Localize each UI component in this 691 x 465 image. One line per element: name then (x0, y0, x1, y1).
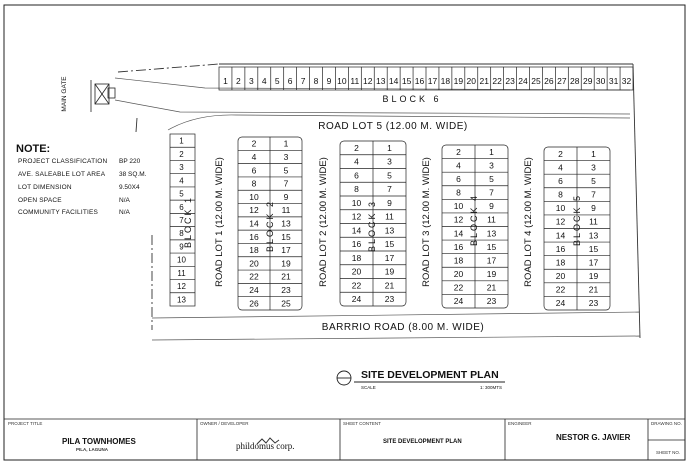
lot-number: 10 (337, 76, 347, 86)
lot-number: 3 (283, 151, 289, 162)
sheet-content-label: SHEET CONTENT (343, 421, 381, 426)
lot-number: 12 (453, 214, 464, 225)
lot-number: 8 (313, 76, 319, 86)
lot-number: 1 (223, 76, 228, 86)
lot-number: 18 (351, 252, 362, 263)
owner-logo-icon (256, 432, 280, 440)
lot-number: 23 (281, 285, 291, 296)
note-value-classification: BP 220 (119, 158, 141, 165)
block-4-label: BLOCK 4 (469, 193, 479, 247)
lot-number: 22 (249, 271, 259, 282)
note-title: NOTE: (16, 143, 51, 155)
lot-number: 5 (387, 170, 392, 181)
lot-number: 25 (531, 76, 541, 86)
lot-number: 4 (456, 160, 461, 171)
lot-number: 10 (351, 197, 362, 208)
lot-number: 1 (591, 148, 596, 159)
lot-number: 29 (582, 76, 593, 86)
lot-number: 9 (489, 201, 494, 212)
owner-name: phildomus corp. (236, 441, 295, 451)
lot-number: 23 (588, 298, 599, 309)
lot-number: 18 (555, 257, 566, 268)
lot-number: 20 (453, 269, 464, 280)
lot-number: 11 (350, 76, 360, 86)
lot-number: 7 (591, 189, 596, 200)
lot-number: 7 (300, 76, 306, 86)
lot-number: 5 (274, 76, 280, 86)
lot-number: 7 (283, 178, 289, 189)
lot-number: 15 (281, 231, 291, 242)
lot-number: 6 (456, 173, 461, 184)
scale-label: SCALE (361, 385, 376, 390)
project-title: PILA TOWNHOMES (62, 437, 136, 446)
lot-number: 8 (456, 187, 461, 198)
lot-number: 1 (283, 138, 289, 149)
lot-number: 21 (281, 271, 291, 282)
project-title-label: PROJECT TITLE (8, 421, 43, 426)
lot-number: 17 (588, 257, 599, 268)
note-value-open-space: N/A (119, 197, 130, 204)
main-gate (91, 80, 115, 112)
lot-number: 21 (384, 280, 395, 291)
barrio-road-label: BARRRIO ROAD (8.00 M. WIDE) (321, 322, 485, 333)
lot-number: 16 (453, 241, 464, 252)
lot-number: 6 (558, 175, 563, 186)
lot-number: 16 (351, 239, 362, 250)
lot-number: 8 (558, 189, 563, 200)
lot-number: 24 (453, 296, 464, 307)
lot-number: 4 (251, 151, 257, 162)
lot-number: 19 (486, 269, 497, 280)
note-value-community: N/A (119, 209, 130, 216)
road-lot-4-label: ROAD LOT 4 (12.00 M. WIDE) (523, 157, 534, 287)
lot-number: 11 (385, 211, 394, 222)
lot-number: 11 (177, 268, 186, 278)
lot-number: 21 (588, 284, 599, 295)
lot-number: 10 (177, 255, 186, 265)
lot-number: 4 (354, 156, 359, 167)
block-1-label: BLOCK 1 (183, 195, 193, 249)
sheet-no-label: SHEET NO. (656, 450, 681, 455)
lot-number: 4 (179, 176, 184, 186)
lot-number: 14 (555, 230, 566, 241)
lot-number: 17 (281, 245, 291, 256)
lot-number: 16 (414, 76, 425, 86)
lot-number: 10 (249, 191, 259, 202)
lot-number: 2 (354, 142, 359, 153)
lot-number: 23 (505, 76, 515, 86)
lot-number: 9 (591, 203, 596, 214)
lot-number: 2 (558, 148, 563, 159)
road-lot-1-label: ROAD LOT 1 (12.00 M. WIDE) (214, 157, 225, 287)
note-value-lot-area: 38 SQ.M. (119, 171, 147, 178)
lot-number: 17 (384, 252, 395, 263)
lot-number: 6 (354, 170, 359, 181)
lot-number: 1 (387, 142, 392, 153)
lot-number: 24 (351, 294, 362, 305)
lot-number: 5 (591, 175, 596, 186)
lot-number: 15 (486, 241, 497, 252)
lot-number: 8 (251, 178, 257, 189)
lot-number: 6 (251, 165, 257, 176)
lot-number: 11 (281, 205, 291, 216)
lot-number: 9 (283, 191, 289, 202)
block-6 (219, 67, 633, 90)
lot-number: 4 (558, 162, 563, 173)
lot-number: 1 (489, 146, 494, 157)
lot-number: 26 (544, 76, 554, 86)
lot-number: 12 (249, 205, 259, 216)
lot-number: 7 (387, 184, 392, 195)
lot-number: 16 (555, 243, 566, 254)
lot-number: 9 (387, 197, 392, 208)
main-gate-label: MAIN GATE (61, 76, 68, 112)
lot-number: 8 (179, 229, 184, 239)
project-location: PILA, LAGUNA (76, 447, 108, 452)
lot-number: 18 (453, 255, 464, 266)
engineer-label: ENGINEER (508, 421, 532, 426)
lot-number: 23 (486, 296, 497, 307)
lot-number: 21 (486, 282, 497, 293)
lot-number: 30 (595, 76, 606, 86)
lot-number: 2 (251, 138, 257, 149)
lot-number: 13 (281, 218, 291, 229)
lot-number: 13 (177, 295, 186, 305)
note-label-lot-area: AVE. SALEABLE LOT AREA (18, 171, 106, 178)
lot-number: 18 (440, 76, 451, 86)
lot-number: 20 (466, 76, 477, 86)
lot-number: 10 (453, 201, 464, 212)
lot-number: 20 (249, 258, 259, 269)
note-label-classification: PROJECT CLASSIFICATION (18, 158, 108, 165)
lot-number: 3 (179, 163, 184, 173)
lot-number: 19 (384, 266, 395, 277)
note-label-community: COMMUNITY FACILITIES (18, 209, 99, 216)
note-value-lot-dimension: 9.50X4 (119, 184, 140, 191)
lot-number: 2 (179, 149, 184, 159)
lot-number: 19 (281, 258, 291, 269)
lot-number: 13 (486, 228, 497, 239)
note-label-lot-dimension: LOT DIMENSION (18, 184, 72, 191)
drawing-no-label: DRAWING NO. (651, 421, 682, 426)
lot-number: 4 (261, 76, 267, 86)
lot-number: 7 (489, 187, 494, 198)
lot-number: 11 (487, 214, 496, 225)
lot-number: 9 (326, 76, 332, 86)
lot-number: 15 (401, 76, 412, 86)
note-label-open-space: OPEN SPACE (18, 197, 62, 204)
lot-number: 7 (179, 216, 184, 225)
lot-number: 10 (555, 203, 566, 214)
road-lot-5-label: ROAD LOT 5 (12.00 M. WIDE) (318, 121, 468, 132)
lot-number: 13 (375, 76, 386, 86)
lot-number: 24 (555, 298, 566, 309)
lot-number: 14 (249, 218, 259, 229)
lot-number: 20 (351, 266, 362, 277)
lot-number: 24 (249, 285, 259, 296)
lot-number: 12 (177, 282, 186, 292)
lot-number: 12 (363, 76, 373, 86)
engineer-name: NESTOR G. JAVIER (556, 433, 631, 442)
lot-number: 11 (589, 216, 598, 227)
lot-number: 22 (492, 76, 502, 86)
lot-number: 6 (287, 76, 293, 86)
lot-number: 3 (387, 156, 392, 167)
lot-number: 19 (453, 76, 464, 86)
plan-title: SITE DEVELOPMENT PLAN (361, 369, 499, 381)
lot-number: 23 (384, 294, 395, 305)
lot-number: 31 (608, 76, 619, 86)
lot-number: 22 (351, 280, 362, 291)
lot-number: 12 (555, 216, 566, 227)
lot-number: 1 (179, 136, 184, 146)
lot-number: 2 (236, 76, 241, 86)
lot-number: 6 (179, 202, 184, 212)
scale-value: 1: 300MTS (480, 385, 503, 390)
lot-number: 21 (479, 76, 489, 86)
lot-number: 3 (489, 160, 494, 171)
road-lot-2-label: ROAD LOT 2 (12.00 M. WIDE) (318, 157, 329, 287)
lot-number: 14 (351, 225, 362, 236)
lot-number: 3 (248, 76, 254, 86)
road-lot-3-label: ROAD LOT 3 (12.00 M. WIDE) (421, 157, 432, 287)
lot-number: 19 (588, 271, 599, 282)
lot-number: 24 (518, 76, 528, 86)
lot-number: 22 (555, 284, 566, 295)
lot-number: 5 (489, 173, 494, 184)
lot-number: 27 (557, 76, 567, 86)
lot-number: 14 (388, 76, 399, 86)
lot-number: 2 (456, 146, 461, 157)
block-5-label: BLOCK 5 (572, 193, 582, 247)
sheet-content: SITE DEVELOPMENT PLAN (383, 439, 462, 445)
lot-number: 17 (486, 255, 497, 266)
lot-number: 5 (179, 189, 184, 199)
lot-number: 22 (453, 282, 464, 293)
block-2-label: BLOCK 2 (265, 199, 275, 253)
owner-label: OWNER / DEVELOPER (200, 421, 249, 426)
lot-number: 3 (591, 162, 596, 173)
lot-number: 15 (588, 243, 599, 254)
lot-number: 26 (249, 298, 259, 309)
lot-number: 15 (384, 239, 395, 250)
lot-number: 13 (384, 225, 395, 236)
lot-number: 25 (281, 298, 291, 309)
lot-number: 18 (249, 245, 259, 256)
lot-number: 13 (588, 230, 599, 241)
lot-number: 17 (427, 76, 438, 86)
lot-number: 32 (621, 76, 632, 86)
lot-number: 9 (179, 242, 184, 252)
lot-number: 28 (570, 76, 580, 86)
block-6-label: BLOCK 6 (382, 94, 442, 104)
lot-number: 12 (351, 211, 362, 222)
block-3-label: BLOCK 3 (367, 199, 377, 253)
lot-number: 8 (354, 184, 359, 195)
lot-number: 5 (283, 165, 289, 176)
lot-number: 14 (453, 228, 464, 239)
lot-number: 20 (555, 271, 566, 282)
lot-number: 16 (249, 231, 259, 242)
